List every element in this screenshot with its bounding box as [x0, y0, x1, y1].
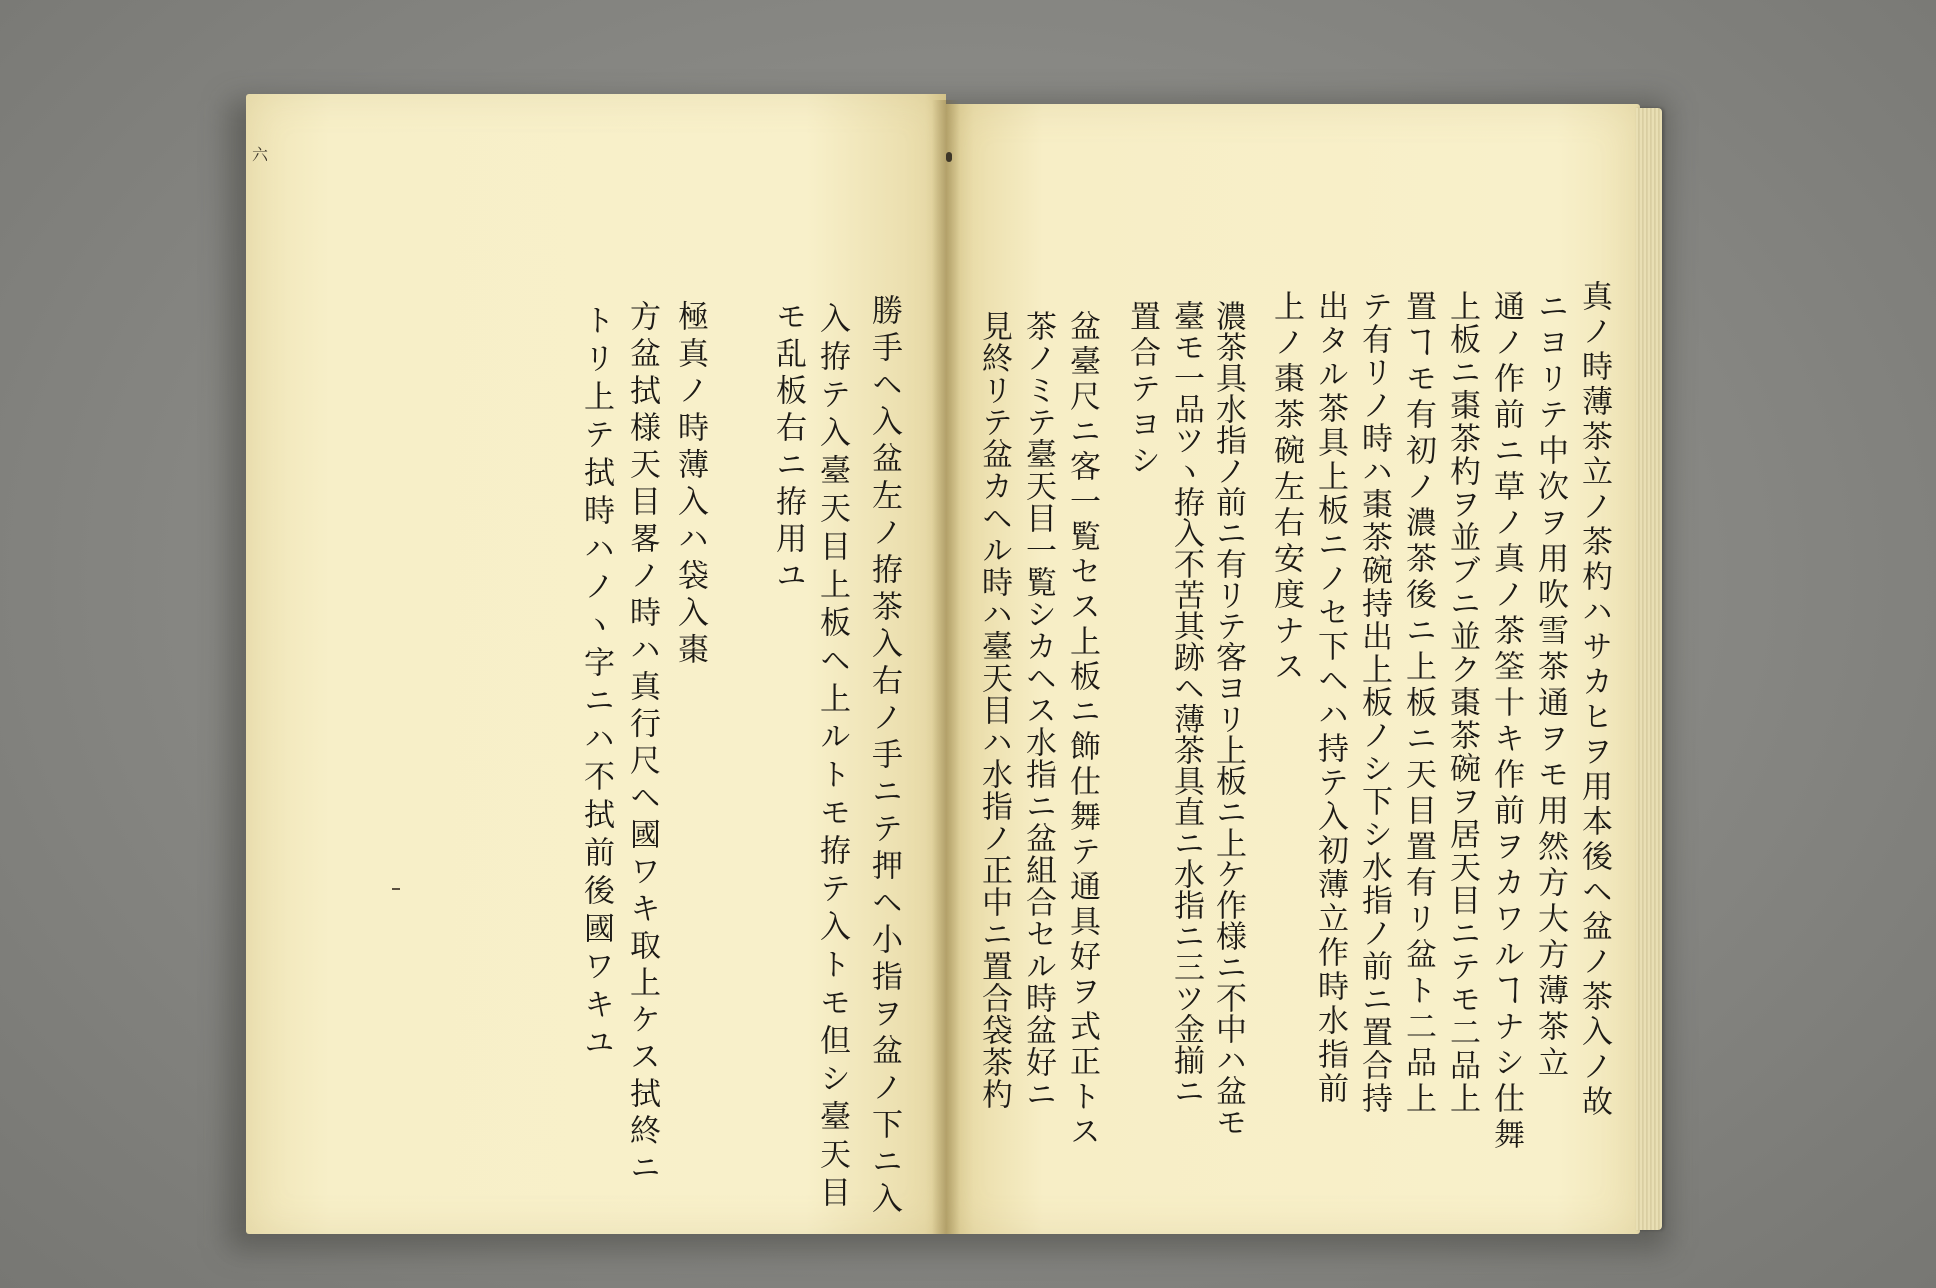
left-column-2: 入拵テ入臺天目上板ヘ上ルトモ拵テ入トモ但シ臺天目 — [814, 302, 850, 1214]
left-column-6: トリ上テ拭時ハノヽ字ニハ不拭前後國ワキユ — [578, 304, 614, 1064]
right-column-2: ニヨリテ中次ヲ用吹雪茶通ヲモ用然方大方薄茶立 — [1532, 290, 1568, 1082]
right-column-7: 出タル茶具上板ニノセ下ヘハ持テ入初薄立作時水指前 — [1312, 290, 1348, 1106]
right-column-10: 臺モ一品ツヽ拵入不苦其跡ヘ薄茶具直ニ水指ニ三ツ金揃ニ — [1168, 300, 1204, 1106]
right-column-13: 茶ノミテ臺天目一覧シカヘス水指ニ盆組合セル時盆好ニ — [1020, 310, 1056, 1110]
right-column-3: 通ノ作前ニ草ノ真ノ茶筌十キ作前ヲカワルヿナシ仕舞 — [1488, 290, 1524, 1154]
right-column-12: 盆臺尺ニ客一覧セス上板ニ飾仕舞テ通具好ヲ式正トス — [1064, 310, 1100, 1150]
right-column-11: 置合テヨシ — [1124, 300, 1160, 480]
right-column-1: 真ノ時薄茶立ノ茶杓ハサカヒヲ用本後ヘ盆ノ茶入ノ故 — [1576, 280, 1612, 1120]
left-column-4: 極真ノ時薄入ハ袋入棗 — [672, 300, 708, 670]
left-column-3: モ乱板右ニ拵用ユ — [770, 300, 806, 596]
right-column-9: 濃茶具水指ノ前ニ有リテ客ヨリ上板ニ上ケ作様ニ不中ハ盆モ — [1210, 300, 1246, 1137]
right-column-5: 置ヿモ有初ノ濃茶後ニ上板ニ天目置有リ盆ト二品上 — [1400, 290, 1436, 1118]
book-gutter — [932, 100, 960, 1234]
ink-mark — [392, 888, 400, 890]
left-page — [246, 94, 946, 1234]
page-number: 六 — [252, 145, 269, 164]
right-column-8: 上ノ棗茶碗左右安度ナス — [1268, 290, 1304, 686]
right-page — [946, 104, 1640, 1234]
binding-hole — [946, 152, 952, 162]
left-column-1: 勝手ヘ入盆左ノ拵茶入右ノ手ニテ押ヘ小指ヲ盆ノ下ニ入 — [866, 294, 902, 1219]
left-column-5: 方盆拭様天目畧ノ時ハ真行尺ヘ國ワキ取上ケス拭終ニ — [624, 300, 660, 1188]
right-column-6: テ有リノ時ハ棗茶碗持出上板ノシ下シ水指ノ前ニ置合持 — [1356, 290, 1392, 1115]
right-column-14: 見終リテ盆カヘル時ハ臺天目ハ水指ノ正中ニ置合袋茶杓 — [976, 310, 1012, 1110]
page-edges — [1636, 108, 1662, 1230]
right-column-4: 上板ニ棗茶杓ヲ並ブニ並ク棗茶碗ヲ居天目ニテモ二品上 — [1444, 290, 1480, 1115]
